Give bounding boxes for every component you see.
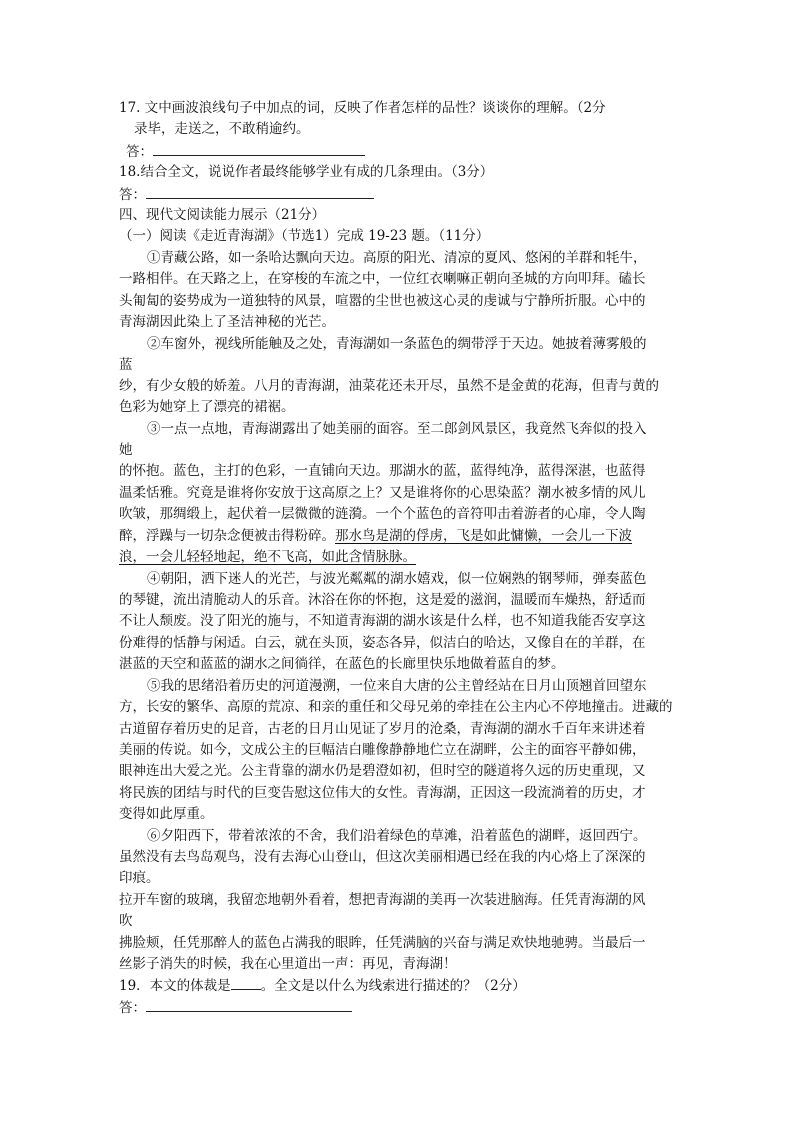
section-subtitle: （一）阅读《走近青海湖》（节选1）完成 19-23 题。（11分） (119, 228, 490, 244)
p5-line-3: 古道留存着历史的足音，古老的日月山见证了岁月的沧桑，青海湖的湖水千百年来讲述着 (119, 721, 646, 737)
p2-line-1: ②车窗外，视线所能触及之处，青海湖如一条蓝色的绸带浮于天边。她披着薄雾般的 (147, 336, 647, 352)
p5-line-1: ⑤我的思绪沿着历史的河道漫溯，一位来自大唐的公主曾经站在日月山顶翘首回望东 (147, 678, 647, 694)
p2-line-2: 蓝 (119, 357, 133, 373)
q18-answer-line[interactable] (119, 184, 374, 205)
q17-answer-blank[interactable] (153, 141, 365, 156)
q17-quote: 录毕，走送之，不敢稍逾约。 (134, 121, 310, 137)
p4-line-3: 不让人颓废。没了阳光的施与，不知道青海湖的湖水该是什么样，也不知道我能否安享这 (119, 613, 646, 629)
p2-line-3: 纱，有少女般的娇羞。八月的青海湖，油菜花还未开尽，虽然不是金黄的花海，但青与黄的 (119, 378, 659, 394)
p6-line-5: 吹 (119, 913, 133, 929)
p1-line-4: 青海湖因此染上了圣洁神秘的光芒。 (119, 314, 335, 330)
q19-question-part-2: 。全文是以什么为线索进行描述的？（2分） (260, 978, 526, 994)
p5-line-7: 变得如此厚重。 (119, 806, 214, 822)
q18-answer-blank[interactable] (146, 184, 374, 199)
p4-line-5: 湛蓝的天空和蓝蓝的湖水之间徜徉，在蓝色的长廊里快乐地做着蓝自的梦。 (119, 656, 565, 672)
q19-answer-line[interactable] (119, 997, 352, 1018)
p3-line-3: 的怀抱。蓝色，主打的色彩，一直铺向天边。那湖水的蓝，蓝得纯净，蓝得深湛，也蓝得 (119, 463, 646, 479)
p6-line-4: 拉开车窗的玻璃，我留恋地朝外看着，想把青海湖的美再一次装进脑海。任凭青海湖的风 (119, 892, 646, 908)
q19-question (119, 975, 526, 996)
p3-line-7 (119, 547, 416, 567)
p4-line-4: 份难得的恬静与闲适。白云，就在头顶，姿态各异，似洁白的哈达，又像自在的羊群，在 (119, 635, 646, 651)
p1-line-1: ①青藏公路，如一条哈达飘向天边。高原的阳光、清凉的夏风、悠闲的羊群和牦牛， (147, 250, 647, 266)
p3-line-6 (119, 526, 632, 546)
q18-question: 18.结合全文，说说作者最终能够学业有成的几条理由。（3分） (119, 164, 494, 180)
p3-line-5: 吹皱，那绸缎上，起伏着一层微微的涟漪。一个个蓝色的音符叩击着游者的心扉，令人陶 (119, 506, 646, 522)
q17-answer-line[interactable] (126, 141, 365, 162)
p5-line-6: 将民族的团结与时代的巨变告慰这位伟大的女性。青海湖，正因这一段流淌着的历史，才 (119, 785, 646, 801)
p5-line-2: 方，长安的繁华、高原的荒凉、和亲的重任和父母兄弟的牵挂在公主内心不停地撞击。进藏的 (119, 699, 673, 715)
p3-line-2: 她 (119, 442, 133, 458)
p4-line-2: 的琴键，流出清脆动人的乐音。沐浴在你的怀抱，这是爱的滋润，温暖而车燥热，舒适而 (119, 592, 646, 608)
q19-answer-blank[interactable] (146, 997, 352, 1012)
p6-line-6: 拂脸颊，任凭那醉人的蓝色占满我的眼眸，任凭满脑的兴奋与满足欢快地驰骋。当最后一 (119, 935, 646, 951)
p3-wavy-sentence-part-1: 那水鸟是湖的俘虏，飞是如此慵懒，一会儿一下波 (335, 528, 632, 544)
p1-line-3: 头匍匐的姿势成为一道独特的风景，喧嚣的尘世也被这心灵的虔诚与宁静所折服。心中的 (119, 293, 646, 309)
q19-answer-label: 答： (119, 1000, 146, 1016)
q18-answer-label: 答： (119, 187, 146, 203)
section-title: 四、现代文阅读能力展示（21分） (119, 207, 326, 223)
p4-line-1: ④朝阳，洒下迷人的光芒，与波光粼粼的湖水嬉戏，似一位娴熟的钢琴师，弹奏蓝色 (147, 571, 647, 587)
p2-line-4: 色彩为她穿上了漂亮的裙裾。 (119, 399, 295, 415)
q19-question-part-1: 19．本文的体裁是 (119, 978, 231, 994)
p3-line-4: 温柔恬雅。究竟是谁将你安放于这高原之上？又是谁将你的心思染蓝？潮水被多情的风儿 (119, 485, 646, 501)
q17-question: 17. 文中画波浪线句子中加点的词，反映了作者怎样的品性？谈谈你的理解。（2分 (119, 100, 606, 116)
p1-line-2: 一路相伴。在天路之上，在穿梭的车流之中，一位红衣喇嘛正朝向圣城的方向叩拜。磕长 (119, 271, 646, 287)
q17-answer-label: 答： (126, 144, 153, 160)
p3-wavy-sentence-part-2: 浪，一会儿轻轻地起，绝不飞高，如此含情脉脉。 (119, 549, 416, 565)
p3-line-1: ③一点一点地，青海湖露出了她美丽的面容。至二郎剑风景区，我竟然飞奔似的投入 (147, 421, 647, 437)
p6-line-2: 虽然没有去鸟岛观鸟，没有去海心山登山，但这次美丽相遇已经在我的内心烙上了深深的 (119, 849, 646, 865)
p5-line-4: 美丽的传说。如今，文成公主的巨幅洁白雕像静静地伫立在湖畔，公主的面容平静如佛， (119, 742, 646, 758)
p6-line-1: ⑥夕阳西下，带着浓浓的不舍，我们沿着绿色的草滩，沿着蓝色的湖畔，返回西宁。 (147, 828, 647, 844)
p5-line-5: 眼神连出大爱之光。公主背靠的湖水仍是碧澄如初，但时空的隧道将久远的历史重现，又 (119, 763, 646, 779)
p3-line-6-text: 醉，浮躁与一切杂念便被击得粉碎。 (119, 528, 335, 544)
q19-genre-blank[interactable] (231, 975, 261, 990)
p6-line-3: 印痕。 (119, 870, 160, 886)
p6-line-7: 丝影子消失的时候，我在心里道出一声：再见，青海湖！ (119, 956, 457, 972)
